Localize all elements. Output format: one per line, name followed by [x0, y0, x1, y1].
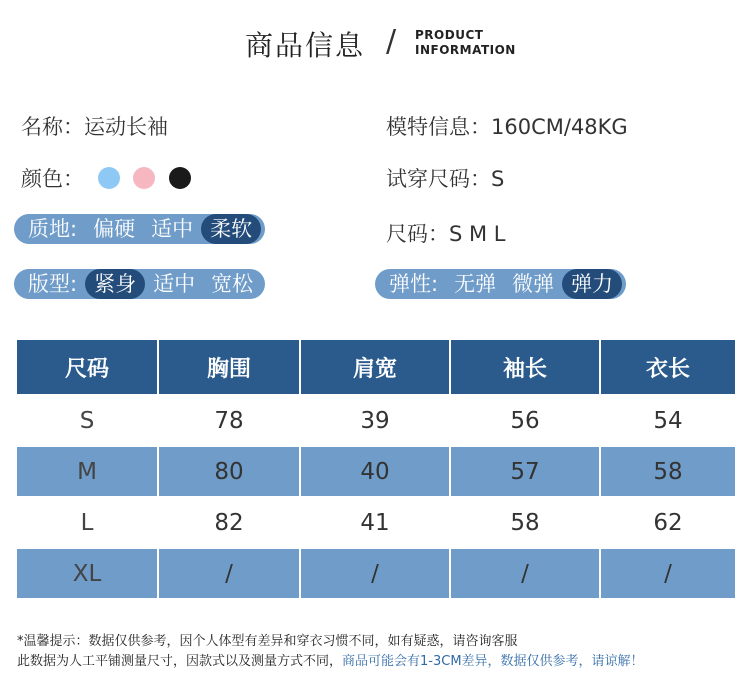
table-cell: / — [600, 548, 736, 599]
table-cell: 57 — [450, 446, 600, 497]
elastic-label: 弹性: — [389, 272, 439, 296]
color-swatch-pink — [133, 167, 155, 189]
header-length: 衣长 — [600, 339, 736, 395]
size-table — [15, 338, 737, 600]
title-divider: / — [386, 24, 397, 59]
table-row — [16, 548, 736, 599]
english-title — [415, 28, 516, 58]
table-cell: 39 — [300, 395, 450, 446]
note-text: 此数据为人工平铺测量尺寸，因款式以及测量方式不同， — [17, 654, 343, 669]
table-cell: M — [16, 446, 158, 497]
fit-option: 宽松 — [211, 272, 254, 296]
size-list: 尺码：S M L — [386, 222, 506, 246]
color-row — [21, 163, 191, 193]
table-cell: 58 — [450, 497, 600, 548]
tried-size: 试穿尺码：S — [386, 167, 505, 191]
table-row — [16, 446, 736, 497]
table-cell: 41 — [300, 497, 450, 548]
english-title-line2: INFORMATION — [415, 43, 516, 57]
note-highlight: 商品可能会有1-3CM差异，数据仅供参考，请谅解！ — [342, 654, 644, 669]
english-title-line1: PRODUCT — [415, 28, 484, 42]
elastic-option: 微弹 — [512, 272, 555, 296]
texture-label: 质地: — [28, 217, 78, 241]
model-info: 模特信息：160CM/48KG — [386, 115, 628, 139]
table-header-row — [16, 339, 736, 395]
table-cell: 82 — [158, 497, 300, 548]
header-chest: 胸围 — [158, 339, 300, 395]
page-title: 商品信息 — [245, 29, 366, 62]
table-cell: 80 — [158, 446, 300, 497]
header-sleeve: 袖长 — [450, 339, 600, 395]
texture-option: 适中 — [151, 217, 194, 241]
table-cell: 78 — [158, 395, 300, 446]
table-cell: / — [158, 548, 300, 599]
table-cell: S — [16, 395, 158, 446]
table-cell: / — [450, 548, 600, 599]
section-header — [0, 22, 750, 66]
table-cell: 56 — [450, 395, 600, 446]
fit-option-selected: 紧身 — [85, 269, 145, 299]
table-row — [16, 395, 736, 446]
fit-pill — [14, 269, 265, 299]
table-cell: 40 — [300, 446, 450, 497]
color-swatch-light-blue — [98, 167, 120, 189]
elastic-pill — [375, 269, 626, 299]
product-name: 名称：运动长袖 — [21, 115, 168, 139]
table-cell: / — [300, 548, 450, 599]
table-cell: XL — [16, 548, 158, 599]
color-swatch-black — [169, 167, 191, 189]
table-cell: L — [16, 497, 158, 548]
table-cell: 54 — [600, 395, 736, 446]
color-label: 颜色： — [21, 167, 84, 191]
texture-option: 偏硬 — [93, 217, 136, 241]
fit-option: 适中 — [153, 272, 196, 296]
elastic-option: 无弹 — [454, 272, 497, 296]
texture-pill — [14, 214, 265, 244]
table-cell: 62 — [600, 497, 736, 548]
elastic-option-selected: 弹力 — [562, 269, 622, 299]
header-size: 尺码 — [16, 339, 158, 395]
table-row — [16, 497, 736, 548]
note-line-1: *温馨提示：数据仅供参考，因个人体型有差异和穿衣习惯不同，如有疑惑，请咨询客服 — [17, 634, 518, 649]
texture-option-selected: 柔软 — [201, 214, 261, 244]
table-cell: 58 — [600, 446, 736, 497]
note-line-2 — [17, 650, 644, 669]
header-shoulder: 肩宽 — [300, 339, 450, 395]
fit-label: 版型: — [28, 272, 78, 296]
